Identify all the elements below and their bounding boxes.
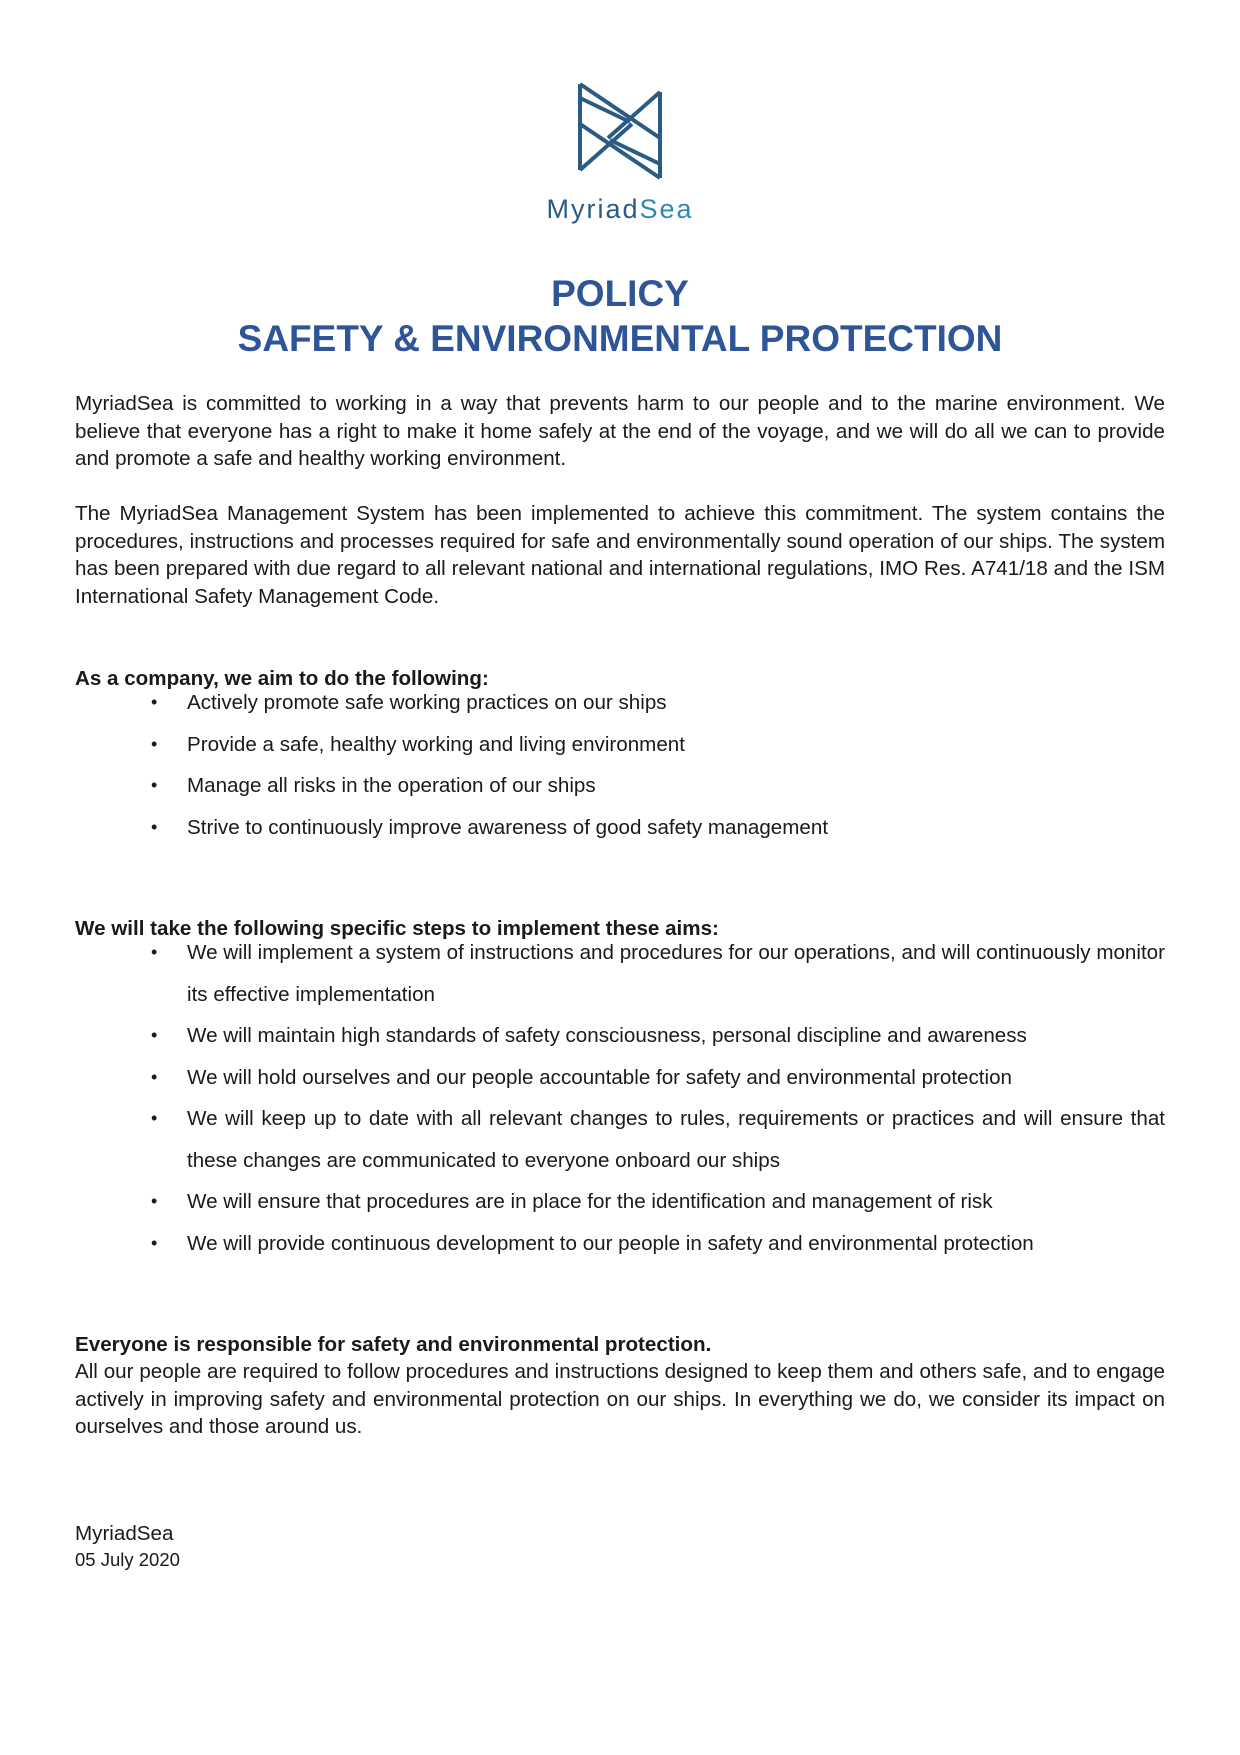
bullet-icon: • [151, 1191, 158, 1211]
bullet-icon: • [151, 1066, 158, 1087]
list-item-text: We will hold ourselves and our people accountable for safety and environmental protection [187, 1065, 1013, 1089]
list-item [75, 765, 1165, 807]
page-subtitle: SAFETY & ENVIRONMENTAL PROTECTION [237, 318, 1003, 359]
list-item [75, 682, 1165, 724]
list-item-text: We will implement a system of instructions and procedures for our operations, and will continuously monitor its effective implementation [187, 941, 1165, 1006]
steps-list [75, 932, 1165, 1264]
list-item [75, 932, 1165, 1015]
logo-word-sea: Sea [639, 194, 694, 224]
intro-paragraph-management-system: The MyriadSea Management System has been implemented to achieve this commitment. The system contains the procedures, instructions and processes required for safe and environmentally sound operation of our ships. The system has been prepared with due regard to all relevant national and international regulations, IMO Res. A741/18 and the ISM International Safety Management Code. [75, 502, 1165, 608]
logo-mark-icon [570, 78, 670, 188]
bullet-icon: • [151, 1108, 158, 1128]
bullet-icon: • [151, 1232, 158, 1253]
list-item-text: We will maintain high standards of safety consciousness, personal discipline and awareness [187, 1024, 1027, 1047]
aims-heading: As a company, we aim to do the following: [75, 667, 489, 690]
list-item [75, 807, 1165, 849]
list-item [75, 1223, 1165, 1265]
steps-heading: We will take the following specific steps to implement these aims: [75, 917, 719, 940]
list-item [75, 1015, 1165, 1057]
list-item [75, 1098, 1165, 1181]
list-item-text: Provide a safe, healthy working and living environment [187, 732, 685, 756]
bullet-icon: • [151, 733, 158, 754]
aims-list [75, 682, 1165, 848]
list-item [75, 1057, 1165, 1099]
page-title: POLICY [551, 273, 689, 314]
logo-wordmark [540, 194, 700, 225]
intro-paragraph-commitment: MyriadSea is committed to working in a way that prevents harm to our people and to the marine environment. We believe that everyone has a right to make it home safely at the end of the voyage, and we will do all we can to provide and promote a safe and healthy working environment. [75, 392, 1165, 471]
company-logo [540, 78, 700, 228]
list-item-text: Strive to continuously improve awareness of good safety management [187, 815, 829, 839]
responsibility-heading: Everyone is responsible for safety and environmental protection. [75, 1333, 712, 1356]
list-item-text: Actively promote safe working practices on our ships [187, 691, 667, 714]
responsibility-paragraph: All our people are required to follow procedures and instructions designed to keep them and others safe, and to engage actively in improving safety and environmental protection on our ships. In everything we do, we consider its impact on ourselves and those around us. [75, 1360, 1165, 1439]
bullet-icon: • [151, 1025, 158, 1045]
bullet-icon: • [151, 692, 158, 712]
bullet-icon: • [151, 816, 158, 837]
bullet-icon: • [151, 775, 158, 795]
list-item [75, 1181, 1165, 1223]
signature-date: 05 July 2020 [75, 1549, 180, 1570]
list-item [75, 724, 1165, 766]
list-item-text: We will keep up to date with all relevant changes to rules, requirements or practices and will ensure that these changes are communicated to everyone onboard our ships [187, 1107, 1165, 1172]
list-item-text: We will ensure that procedures are in place for the identification and management of risk [187, 1190, 993, 1213]
list-item-text: Manage all risks in the operation of our ships [187, 774, 596, 797]
signature-company: MyriadSea [75, 1522, 174, 1545]
logo-word-myriad: Myriad [546, 194, 640, 224]
list-item-text: We will provide continuous development to our people in safety and environmental protection [187, 1231, 1034, 1255]
bullet-icon: • [151, 942, 158, 962]
